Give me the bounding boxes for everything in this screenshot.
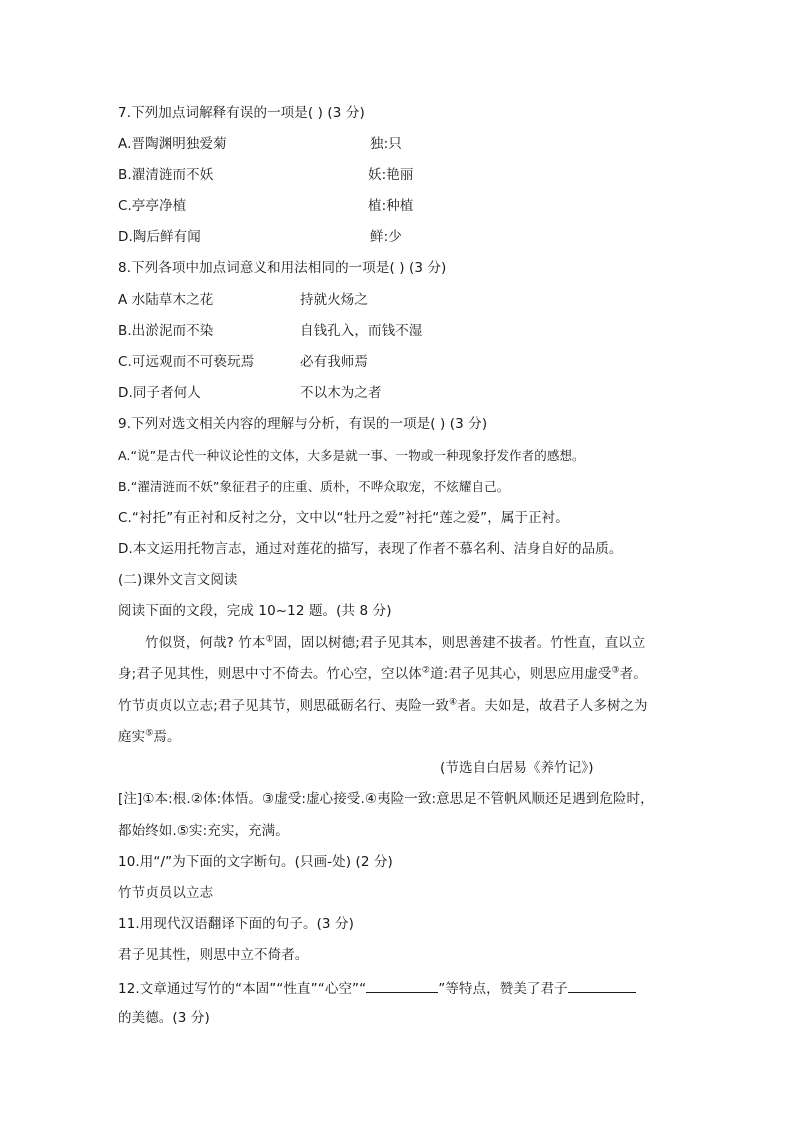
q7-option-d-text: D.陶后鲜有闻 — [118, 229, 201, 245]
q8-option-c-compare: 必有我师焉 — [300, 354, 368, 370]
q11-text: 君子见其性，则思中立不倚者。 — [118, 947, 309, 963]
q8-option-b-compare: 自钱孔入，而钱不湿 — [300, 323, 423, 339]
q9-option-b: B.“濯清涟而不妖”象征君子的庄重、质朴，不哗众取宠，不炫耀自己。 — [118, 479, 510, 494]
q8-option-d-text: D.同子者何人 — [118, 385, 201, 401]
q8-option-c — [118, 353, 368, 371]
q9-option-a: A.“说”是古代一种议论性的文体，大多是就一事、一物或一种现象抒发作者的感想。 — [118, 448, 585, 463]
section-heading: (二)课外文言文阅读 — [118, 572, 238, 588]
passage-text: 道:君子见其心，则思应用虚受 — [430, 666, 612, 682]
q10-stem: 10.用“/”为下面的文字断句。(只画-处) (2 分) — [118, 854, 393, 870]
q7-option-a-text: A.晋陶渊明独爱菊 — [118, 136, 227, 152]
q7-option-a-gloss: 独:只 — [370, 136, 402, 152]
q7-option-b — [118, 166, 414, 184]
note-marker-2: ② — [421, 665, 431, 676]
q8-option-a — [118, 291, 368, 309]
q8-option-a-text: A 水陆草木之花 — [118, 292, 214, 308]
q10-text: 竹节贞员以立志 — [118, 885, 214, 901]
section-instruction: 阅读下面的文段，完成 10~12 题。(共 8 分) — [118, 603, 392, 619]
passage-text: 者。夫如是，故君子人多树之为 — [457, 698, 648, 714]
passage-source: (节选自白居易《养竹记》) — [440, 760, 594, 776]
passage-text: 身;君子见其性，则思中寸不倚去。竹心空，空以体 — [118, 666, 422, 682]
q9-stem: 9.下列对选文相关内容的理解与分析，有误的一项是( ) (3 分) — [118, 416, 488, 432]
q12-stem — [118, 978, 636, 998]
q7-stem: 7.下列加点词解释有误的一项是( ) (3 分) — [118, 105, 365, 121]
note-marker-4: ④ — [449, 697, 458, 708]
note-marker-1: ① — [265, 634, 274, 645]
q12-text-1: 12.文章通过写竹的“本固”“性直”“心空”“ — [118, 981, 367, 997]
passage-text: 庭实 — [118, 729, 146, 745]
passage-text: 固，固以树德;君子见其本，则思善建不拔者。竹性直，直以立 — [273, 635, 646, 651]
q7-option-d — [118, 228, 402, 246]
q8-option-b-text: B.出淤泥而不染 — [118, 323, 214, 339]
q7-option-c-text: C.亭亭净植 — [118, 198, 187, 214]
q8-stem: 8.下列各项中加点词意义和用法相同的一项是( ) (3 分) — [118, 260, 447, 276]
note-marker-5: ⑤ — [145, 728, 154, 739]
passage-text: 竹节贞贞以立志;君子见其节，则思砥砺名行、夷险一致 — [118, 698, 450, 714]
q7-option-b-text: B.濯清涟而不妖 — [118, 167, 214, 183]
q12-tail: 的美德。(3 分) — [118, 1010, 210, 1026]
answer-blank-1[interactable] — [366, 978, 438, 993]
q8-option-b — [118, 322, 423, 340]
q8-option-a-compare: 持就火炀之 — [300, 292, 368, 308]
q7-option-d-gloss: 鲜:少 — [370, 229, 402, 245]
notes-line-2: 都始终如.⑤实:充实，充满。 — [118, 823, 289, 839]
q7-option-b-gloss: 妖:艳丽 — [368, 167, 414, 183]
note-marker-3: ③ — [611, 665, 620, 676]
q8-option-d — [118, 384, 382, 402]
q9-option-d: D.本文运用托物言志，通过对莲花的描写，表现了作者不慕名利、洁身自好的品质。 — [118, 541, 623, 557]
passage-line-2 — [118, 665, 647, 683]
passage-line-1 — [145, 634, 646, 652]
q7-option-a — [118, 135, 402, 153]
passage-text: 竹似贤，何哉? 竹本 — [145, 635, 266, 651]
passage-text: 焉。 — [153, 729, 181, 745]
q7-option-c-gloss: 植:种植 — [368, 198, 414, 214]
q9-option-c: C.“衬托”有正衬和反衬之分，文中以“牡丹之爱”衬托“莲之爱”，属于正衬。 — [118, 510, 569, 526]
notes-line-1: [注]①本:根.②体:体悟。③虚受:虚心接受.④夷险一致:意思足不管帆风顺还足遇到危险时， — [118, 791, 654, 807]
q8-option-d-compare: 不以木为之者 — [300, 385, 382, 401]
answer-blank-2[interactable] — [568, 978, 636, 993]
q7-option-c — [118, 197, 414, 215]
passage-text: 者。 — [619, 666, 647, 682]
q11-stem: 11.用现代汉语翻译下面的句子。(3 分) — [118, 916, 354, 932]
q12-text-2: ”等特点，赞美了君子 — [438, 981, 568, 997]
passage-line-4 — [118, 728, 181, 746]
q8-option-c-text: C.可远观而不可亵玩焉 — [118, 354, 255, 370]
passage-line-3 — [118, 697, 648, 715]
